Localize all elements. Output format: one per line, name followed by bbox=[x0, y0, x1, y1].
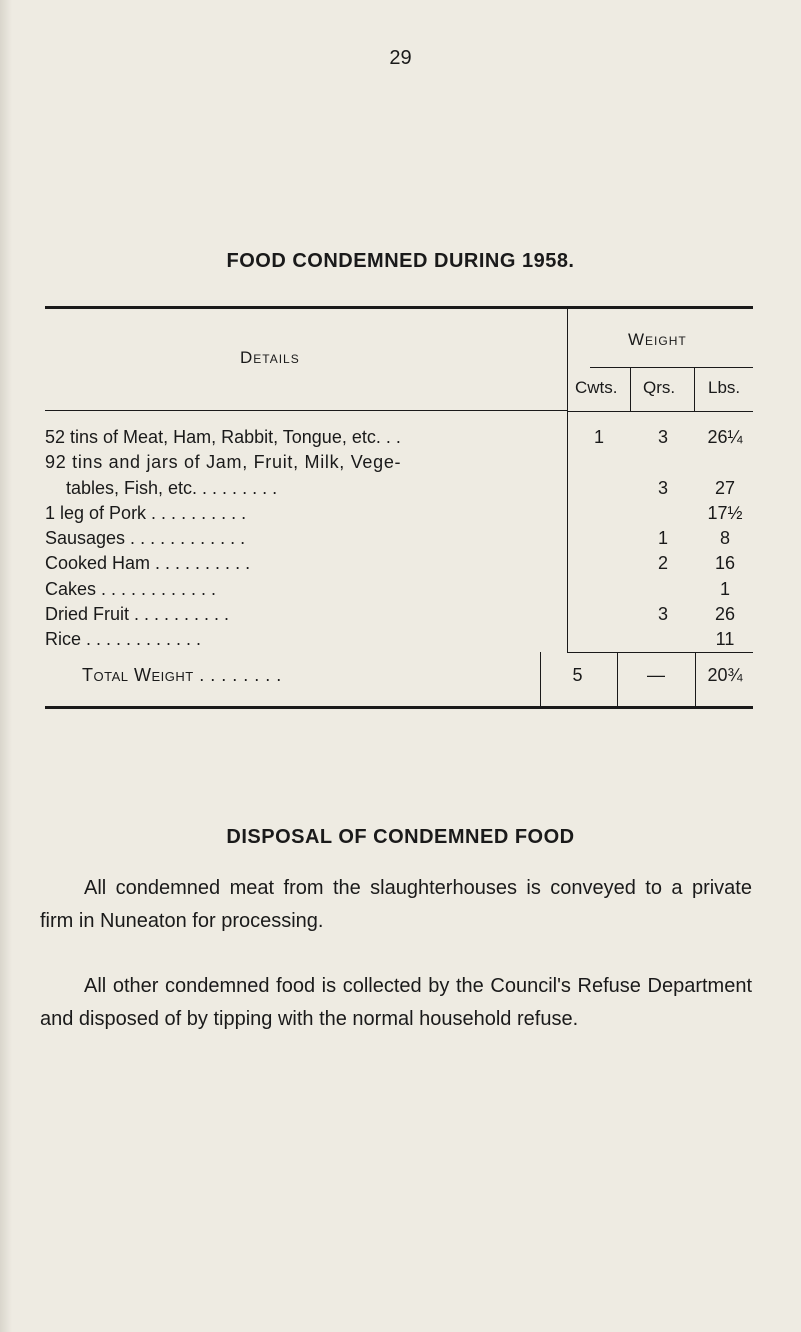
total-vline-3 bbox=[695, 652, 696, 708]
lbs-cell: 8 bbox=[719, 528, 730, 548]
table-row-label: 92 tins and jars of Jam, Fruit, Milk, Vege- bbox=[45, 452, 402, 472]
header-lbs: Lbs. bbox=[708, 378, 741, 397]
lbs-cell: 27 bbox=[714, 478, 736, 498]
qrs-cell: 3 bbox=[657, 604, 668, 624]
total-qrs: — bbox=[647, 665, 665, 685]
lbs-cell: 26¼ bbox=[707, 427, 743, 447]
table-row-label: Dried Fruit . . . . . . . . . . bbox=[45, 604, 230, 624]
subtotal-rule bbox=[567, 652, 753, 653]
total-weight-label: Total Weight . . . . . . . . bbox=[82, 665, 282, 685]
page-edge-shadow bbox=[0, 0, 12, 1332]
header-cwts: Cwts. bbox=[575, 378, 618, 397]
total-vline-1 bbox=[540, 652, 541, 708]
header-qrs: Qrs. bbox=[643, 378, 676, 397]
lbs-cell: 26 bbox=[714, 604, 736, 624]
total-vline-2 bbox=[617, 652, 618, 708]
paragraph-other-food-disposal: All other condemned food is collected by the Council's Refuse Department and disposed of by tipping with the normal household refuse. bbox=[40, 975, 752, 1030]
disposal-title: DISPOSAL OF CONDEMNED FOOD bbox=[226, 826, 575, 848]
qrs-cell: 3 bbox=[657, 478, 668, 498]
table-row-label: tables, Fish, etc. . . . . . . . . bbox=[66, 478, 278, 498]
table-row-label: Sausages . . . . . . . . . . . . bbox=[45, 528, 246, 548]
qrs-cell: 2 bbox=[657, 553, 668, 573]
total-cwts: 5 bbox=[572, 665, 583, 685]
qrs-cell: 3 bbox=[657, 427, 668, 447]
vline-details bbox=[567, 309, 568, 653]
table-top-rule bbox=[45, 306, 753, 309]
lbs-cell: 11 bbox=[715, 629, 735, 649]
table-row-label: 52 tins of Meat, Ham, Rabbit, Tongue, etc. . . bbox=[45, 427, 401, 447]
vline-qrs-lbs bbox=[694, 367, 695, 411]
header-details: Details bbox=[240, 348, 300, 367]
table-title: FOOD CONDEMNED DURING 1958. bbox=[226, 250, 575, 272]
lbs-cell: 1 bbox=[719, 579, 730, 599]
lbs-cell: 17½ bbox=[707, 503, 743, 523]
header-weight: Weight bbox=[628, 330, 687, 349]
table-row-label: 1 leg of Pork . . . . . . . . . . bbox=[45, 503, 247, 523]
table-bottom-rule bbox=[45, 706, 753, 709]
table-row-label: Cakes . . . . . . . . . . . . bbox=[45, 579, 217, 599]
cwts-cell: 1 bbox=[593, 427, 604, 447]
lbs-cell: 16 bbox=[714, 553, 736, 573]
total-lbs: 20¾ bbox=[707, 665, 743, 685]
paragraph-meat-disposal: All condemned meat from the slaughterhouses is conveyed to a private firm in Nuneaton for processing. bbox=[40, 877, 752, 932]
weight-subheader-rule bbox=[590, 367, 753, 368]
table-row-label: Rice . . . . . . . . . . . . bbox=[45, 629, 202, 649]
vline-cwts-qrs bbox=[630, 367, 631, 411]
table-row-label: Cooked Ham . . . . . . . . . . bbox=[45, 553, 251, 573]
header-divider-left bbox=[45, 410, 567, 411]
header-divider-right bbox=[567, 411, 753, 412]
page-number: 29 bbox=[389, 47, 412, 69]
qrs-cell: 1 bbox=[657, 528, 668, 548]
